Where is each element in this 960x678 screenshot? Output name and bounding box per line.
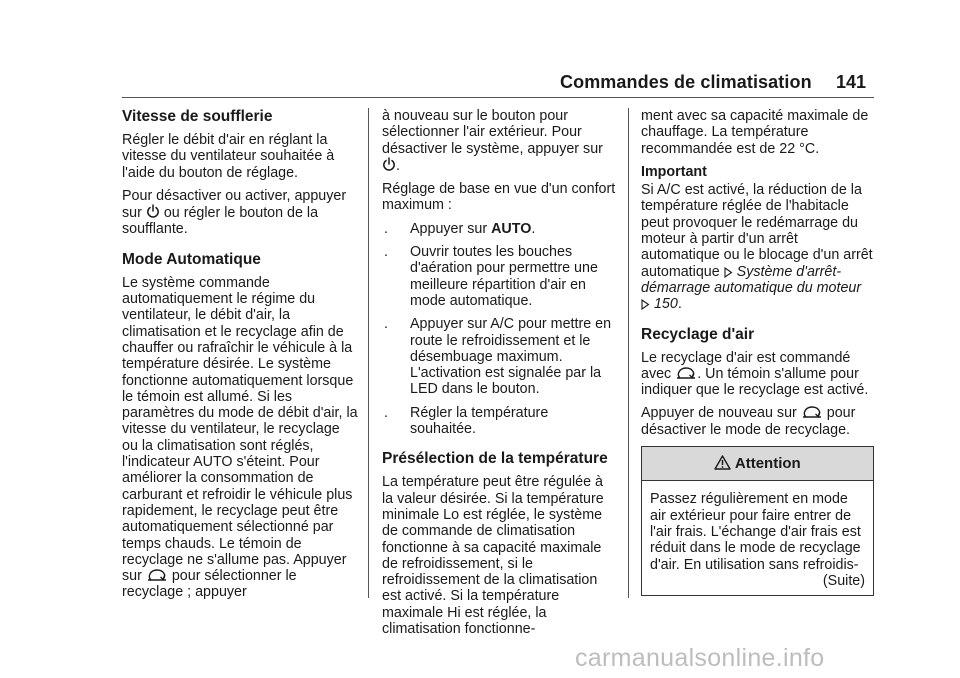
header-divider [122, 97, 874, 98]
column-1 [122, 108, 358, 608]
paragraph: Appuyer de nouveau sur pour désactiver le mode de recyclage. [641, 405, 856, 438]
list-item: . Régler la température souhaitée. [384, 404, 549, 438]
cross-reference-page[interactable]: 150 [653, 296, 678, 313]
heading-mode-automatique: Mode Automatique [122, 250, 261, 268]
continued-label: (Suite) [822, 572, 865, 589]
paragraph: Si A/C est activé, la réduction de la température réglée de l'habitacle peut provoquer le redémarrage du moteur à partir d'un arrêt automatique ou le blocage d'un arrêt automatique Système d'arrêt-démarrage automatique du moteur 150. [641, 182, 873, 313]
recirculation-icon [675, 366, 697, 380]
page-number: 141 [836, 72, 867, 92]
list-item: . Appuyer sur A/C pour mettre en route le refroidissement et le désembuage maximum. L'activation est signalée par la LED dans le bouton. [384, 316, 612, 398]
list-item: . Ouvrir toutes les bouches d'aération pour permettre une meilleure répartition d'air en mode automatique. [384, 244, 598, 309]
list-item: . Appuyer sur AUTO. [384, 220, 536, 237]
power-icon [382, 157, 396, 172]
recirculation-icon [146, 568, 168, 582]
recirculation-icon [801, 405, 823, 419]
column-3 [641, 108, 874, 596]
column-divider [368, 108, 369, 598]
attention-callout [641, 446, 874, 596]
column-divider [628, 108, 629, 598]
column-2 [382, 108, 618, 644]
cross-reference-link[interactable]: Système d'arrêt-démarrage automatique du moteur [641, 263, 862, 296]
callout-title: Attention [734, 455, 801, 473]
callout-header [642, 447, 873, 481]
heading-vitesse-soufflerie: Vitesse de soufflerie [122, 108, 273, 125]
callout-text: Passez régulièrement en mode air extérieur pour faire entrer de l'air frais. L'échange d'air frais est réduit dans le mode de recyclage d'air. En utilisation sans refroidis- [650, 491, 861, 573]
auto-label: AUTO [491, 220, 532, 237]
watermark: carmanualsonline.info [575, 644, 825, 672]
paragraph: Le recyclage d'air est commandé avec . Un témoin s'allume pour indiquer que le recyclage est activé. [641, 349, 869, 399]
warning-icon [714, 455, 731, 470]
paragraph: Réglage de base en vue d'un confort maximum : [382, 181, 616, 214]
heading-preselection-temperature: Présélection de la température [382, 450, 608, 468]
instruction-list [382, 221, 618, 438]
paragraph: Régler le débit d'air en réglant la vitesse du ventilateur souhaitée à l'aide du bouton de réglage. [122, 132, 335, 181]
paragraph: Le système commande automatiquement le régime du ventilateur, le débit d'air, la climatisation et le recyclage afin de chauffer ou rafraîchir le véhicule à la température désirée. Le système fonctionne automatiquement lorsque le témoin est allumé. Si les paramètres du mode de débit d'air, la vitesse du ventilateur, le recyclage ou la climatisation sont réglés, l'indicateur AUTO s'éteint. Pour améliorer la consommation de carburant et refroidir le véhicule plus rapidement, le recyclage peut être automatiquement sélectionné par temps chauds. Le témoin de recyclage ne s'allume pas. Appuyer sur pour sélectionner le recyclage ; appuyer [122, 274, 358, 601]
page-section-title: Commandes de climatisation [560, 72, 812, 92]
paragraph: La température peut être régulée à la valeur désirée. Si la température minimale Lo est réglée, le système de commande de climatisation fonctionne à sa capacité maximale de refroidissement, si le refroidissement de la climatisation est activé. Si la température maximale Hi est réglée, la climatisation fonctionne- [382, 474, 604, 638]
heading-recyclage-air: Recyclage d'air [641, 325, 755, 343]
callout-body [642, 481, 873, 595]
power-icon [146, 204, 160, 219]
important-label: Important [641, 163, 707, 180]
paragraph: Pour désactiver ou activer, appuyer sur ou régler le bouton de la soufflante. [122, 187, 347, 238]
reference-arrow-icon [724, 267, 733, 278]
paragraph: à nouveau sur le bouton pour sélectionner l'air extérieur. Pour désactiver le système, appuyer sur . [382, 108, 603, 174]
reference-arrow-icon [641, 299, 650, 310]
paragraph: ment avec sa capacité maximale de chauffage. La température recommandée est de 22 °C. [641, 108, 869, 157]
